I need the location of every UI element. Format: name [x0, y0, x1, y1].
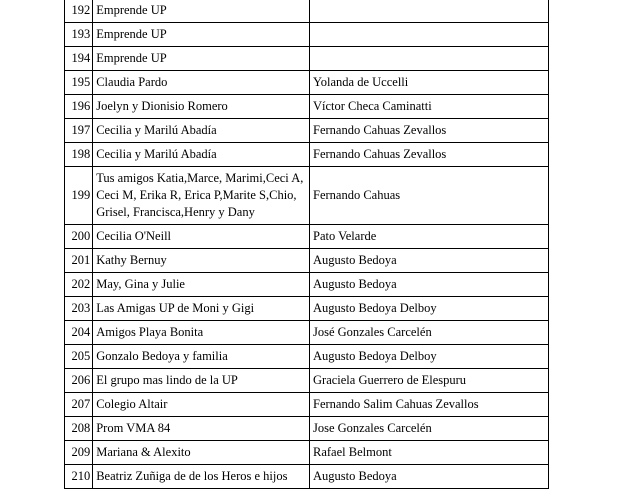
from-cell: Mariana & Alexito [93, 441, 310, 465]
to-cell: Augusto Bedoya Delboy [310, 297, 549, 321]
from-cell: Tus amigos Katia,Marce, Marimi,Ceci A, Ceci M, Erika R, Erica P,Marite S,Chio, Grisel, Francisca,Henry y Dany [93, 167, 310, 225]
row-number: 196 [65, 95, 93, 119]
to-cell: José Gonzales Carcelén [310, 321, 549, 345]
to-cell: Pato Velarde [310, 225, 549, 249]
table-row [65, 119, 549, 143]
table-row [65, 441, 549, 465]
to-cell: Augusto Bedoya [310, 273, 549, 297]
to-cell: Augusto Bedoya [310, 465, 549, 489]
table-row [65, 143, 549, 167]
to-cell: Augusto Bedoya [310, 249, 549, 273]
to-cell: Fernando Cahuas Zevallos [310, 143, 549, 167]
from-cell: Cecilia y Marilú Abadía [93, 119, 310, 143]
table-row [65, 249, 549, 273]
from-cell: May, Gina y Julie [93, 273, 310, 297]
table-row [65, 417, 549, 441]
table-row [65, 95, 549, 119]
from-cell: Gonzalo Bedoya y familia [93, 345, 310, 369]
from-cell: Las Amigas UP de Moni y Gigi [93, 297, 310, 321]
to-cell: Rafael Belmont [310, 441, 549, 465]
document-page [64, 0, 549, 489]
table-row [65, 369, 549, 393]
row-number: 203 [65, 297, 93, 321]
table-row [65, 167, 549, 225]
row-number: 209 [65, 441, 93, 465]
row-number: 206 [65, 369, 93, 393]
row-number: 204 [65, 321, 93, 345]
from-cell: Kathy Bernuy [93, 249, 310, 273]
table-row [65, 321, 549, 345]
from-cell: Prom VMA 84 [93, 417, 310, 441]
table-row [65, 71, 549, 95]
row-number: 197 [65, 119, 93, 143]
from-cell: Cecilia O'Neill [93, 225, 310, 249]
table-row [65, 345, 549, 369]
row-number: 193 [65, 23, 93, 47]
row-number: 199 [65, 167, 93, 225]
row-number: 195 [65, 71, 93, 95]
table-row [65, 47, 549, 71]
to-cell: Graciela Guerrero de Elespuru [310, 369, 549, 393]
dedication-table [64, 0, 549, 489]
to-cell: Yolanda de Uccelli [310, 71, 549, 95]
row-number: 200 [65, 225, 93, 249]
to-cell: Augusto Bedoya Delboy [310, 345, 549, 369]
to-cell: Jose Gonzales Carcelén [310, 417, 549, 441]
from-cell: Cecilia y Marilú Abadía [93, 143, 310, 167]
from-cell: Emprende UP [93, 47, 310, 71]
from-cell: Amigos Playa Bonita [93, 321, 310, 345]
to-cell: Fernando Cahuas [310, 167, 549, 225]
row-number: 202 [65, 273, 93, 297]
to-cell [310, 0, 549, 23]
from-cell: Colegio Altair [93, 393, 310, 417]
from-cell: Emprende UP [93, 23, 310, 47]
to-cell [310, 47, 549, 71]
table-row [65, 0, 549, 23]
row-number: 192 [65, 0, 93, 23]
to-cell: Víctor Checa Caminatti [310, 95, 549, 119]
table-row [65, 297, 549, 321]
to-cell [310, 23, 549, 47]
to-cell: Fernando Cahuas Zevallos [310, 119, 549, 143]
row-number: 198 [65, 143, 93, 167]
from-cell: Joelyn y Dionisio Romero [93, 95, 310, 119]
row-number: 207 [65, 393, 93, 417]
table-row [65, 273, 549, 297]
row-number: 194 [65, 47, 93, 71]
to-cell: Fernando Salim Cahuas Zevallos [310, 393, 549, 417]
from-cell: Emprende UP [93, 0, 310, 23]
table-row [65, 23, 549, 47]
table-row [65, 225, 549, 249]
from-cell: Beatriz Zuñiga de de los Heros e hijos [93, 465, 310, 489]
row-number: 205 [65, 345, 93, 369]
from-cell: El grupo mas lindo de la UP [93, 369, 310, 393]
row-number: 210 [65, 465, 93, 489]
row-number: 208 [65, 417, 93, 441]
row-number: 201 [65, 249, 93, 273]
from-cell: Claudia Pardo [93, 71, 310, 95]
table-row [65, 393, 549, 417]
